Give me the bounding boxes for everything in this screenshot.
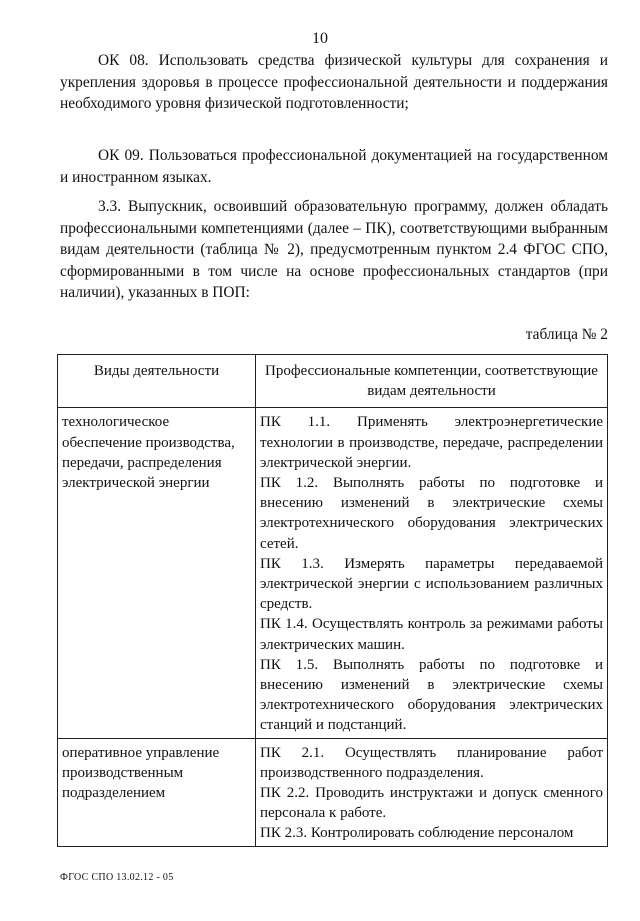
paragraph-ok09: ОК 09. Пользоваться профессиональной документацией на государственном и иностранном языках. bbox=[60, 147, 608, 186]
paragraph-3-3: 3.3. Выпускник, освоивший образовательную программу, должен обладать профессиональными компетенциями (далее – ПК), соответствующими выбранным видам деятельности (таблица № 2), предусмотренным пунктом 2.4 ФГОС СПО, сформированными в том числе на основе профессиональных стандартов (при наличии), указанных в ПОП: bbox=[60, 198, 608, 301]
table-row bbox=[58, 408, 608, 738]
competencies-cell bbox=[256, 738, 608, 846]
table-caption: таблица № 2 bbox=[525, 326, 608, 343]
table-row bbox=[58, 738, 608, 846]
competency-item: ПК 1.2. Выполнять работы по подготовке и внесению изменений в электрические схемы электротехнического оборудования электрических сетей. bbox=[260, 475, 603, 552]
competency-item: ПК 1.5. Выполнять работы по подготовке и внесению изменений в электрические схемы электротехнического оборудования электрических станций и подстанций. bbox=[260, 656, 603, 734]
activity-cell: оперативное управление производственным подразделением bbox=[58, 738, 256, 846]
header-activity: Виды деятельности bbox=[58, 355, 256, 408]
page-number: 10 bbox=[312, 30, 328, 47]
competency-item: ПК 1.3. Измерять параметры передаваемой электрической энергии с использованием различных средств. bbox=[260, 555, 603, 613]
competency-item: ПК 2.1. Осуществлять планирование работ производственного подразделения. bbox=[260, 744, 603, 781]
competency-item: ПК 2.3. Контролировать соблюдение персоналом bbox=[260, 825, 574, 842]
activity-cell: технологическое обеспечение производства, передачи, распределения электрической энергии bbox=[58, 408, 256, 738]
paragraph-ok08: ОК 08. Использовать средства физической культуры для сохранения и укрепления здоровья в процессе профессиональной деятельности и поддержания необходимого уровня физической подготовленности; bbox=[60, 52, 608, 112]
table-header-row bbox=[58, 355, 608, 408]
competency-item: ПК 1.1. Применять электроэнергетические технологии в производстве, передаче, распределении электрической энергии. bbox=[260, 414, 603, 471]
competency-item: ПК 1.4. Осуществлять контроль за режимами работы электрических машин. bbox=[260, 616, 603, 653]
competencies-cell bbox=[256, 408, 608, 738]
header-competencies: Профессиональные компетенции, соответствующие видам деятельности bbox=[256, 355, 608, 408]
competency-item: ПК 2.2. Проводить инструктажи и допуск сменного персонала к работе. bbox=[260, 785, 603, 822]
competencies-table bbox=[57, 354, 608, 847]
document-footer: ФГОС СПО 13.02.12 - 05 bbox=[60, 872, 174, 883]
